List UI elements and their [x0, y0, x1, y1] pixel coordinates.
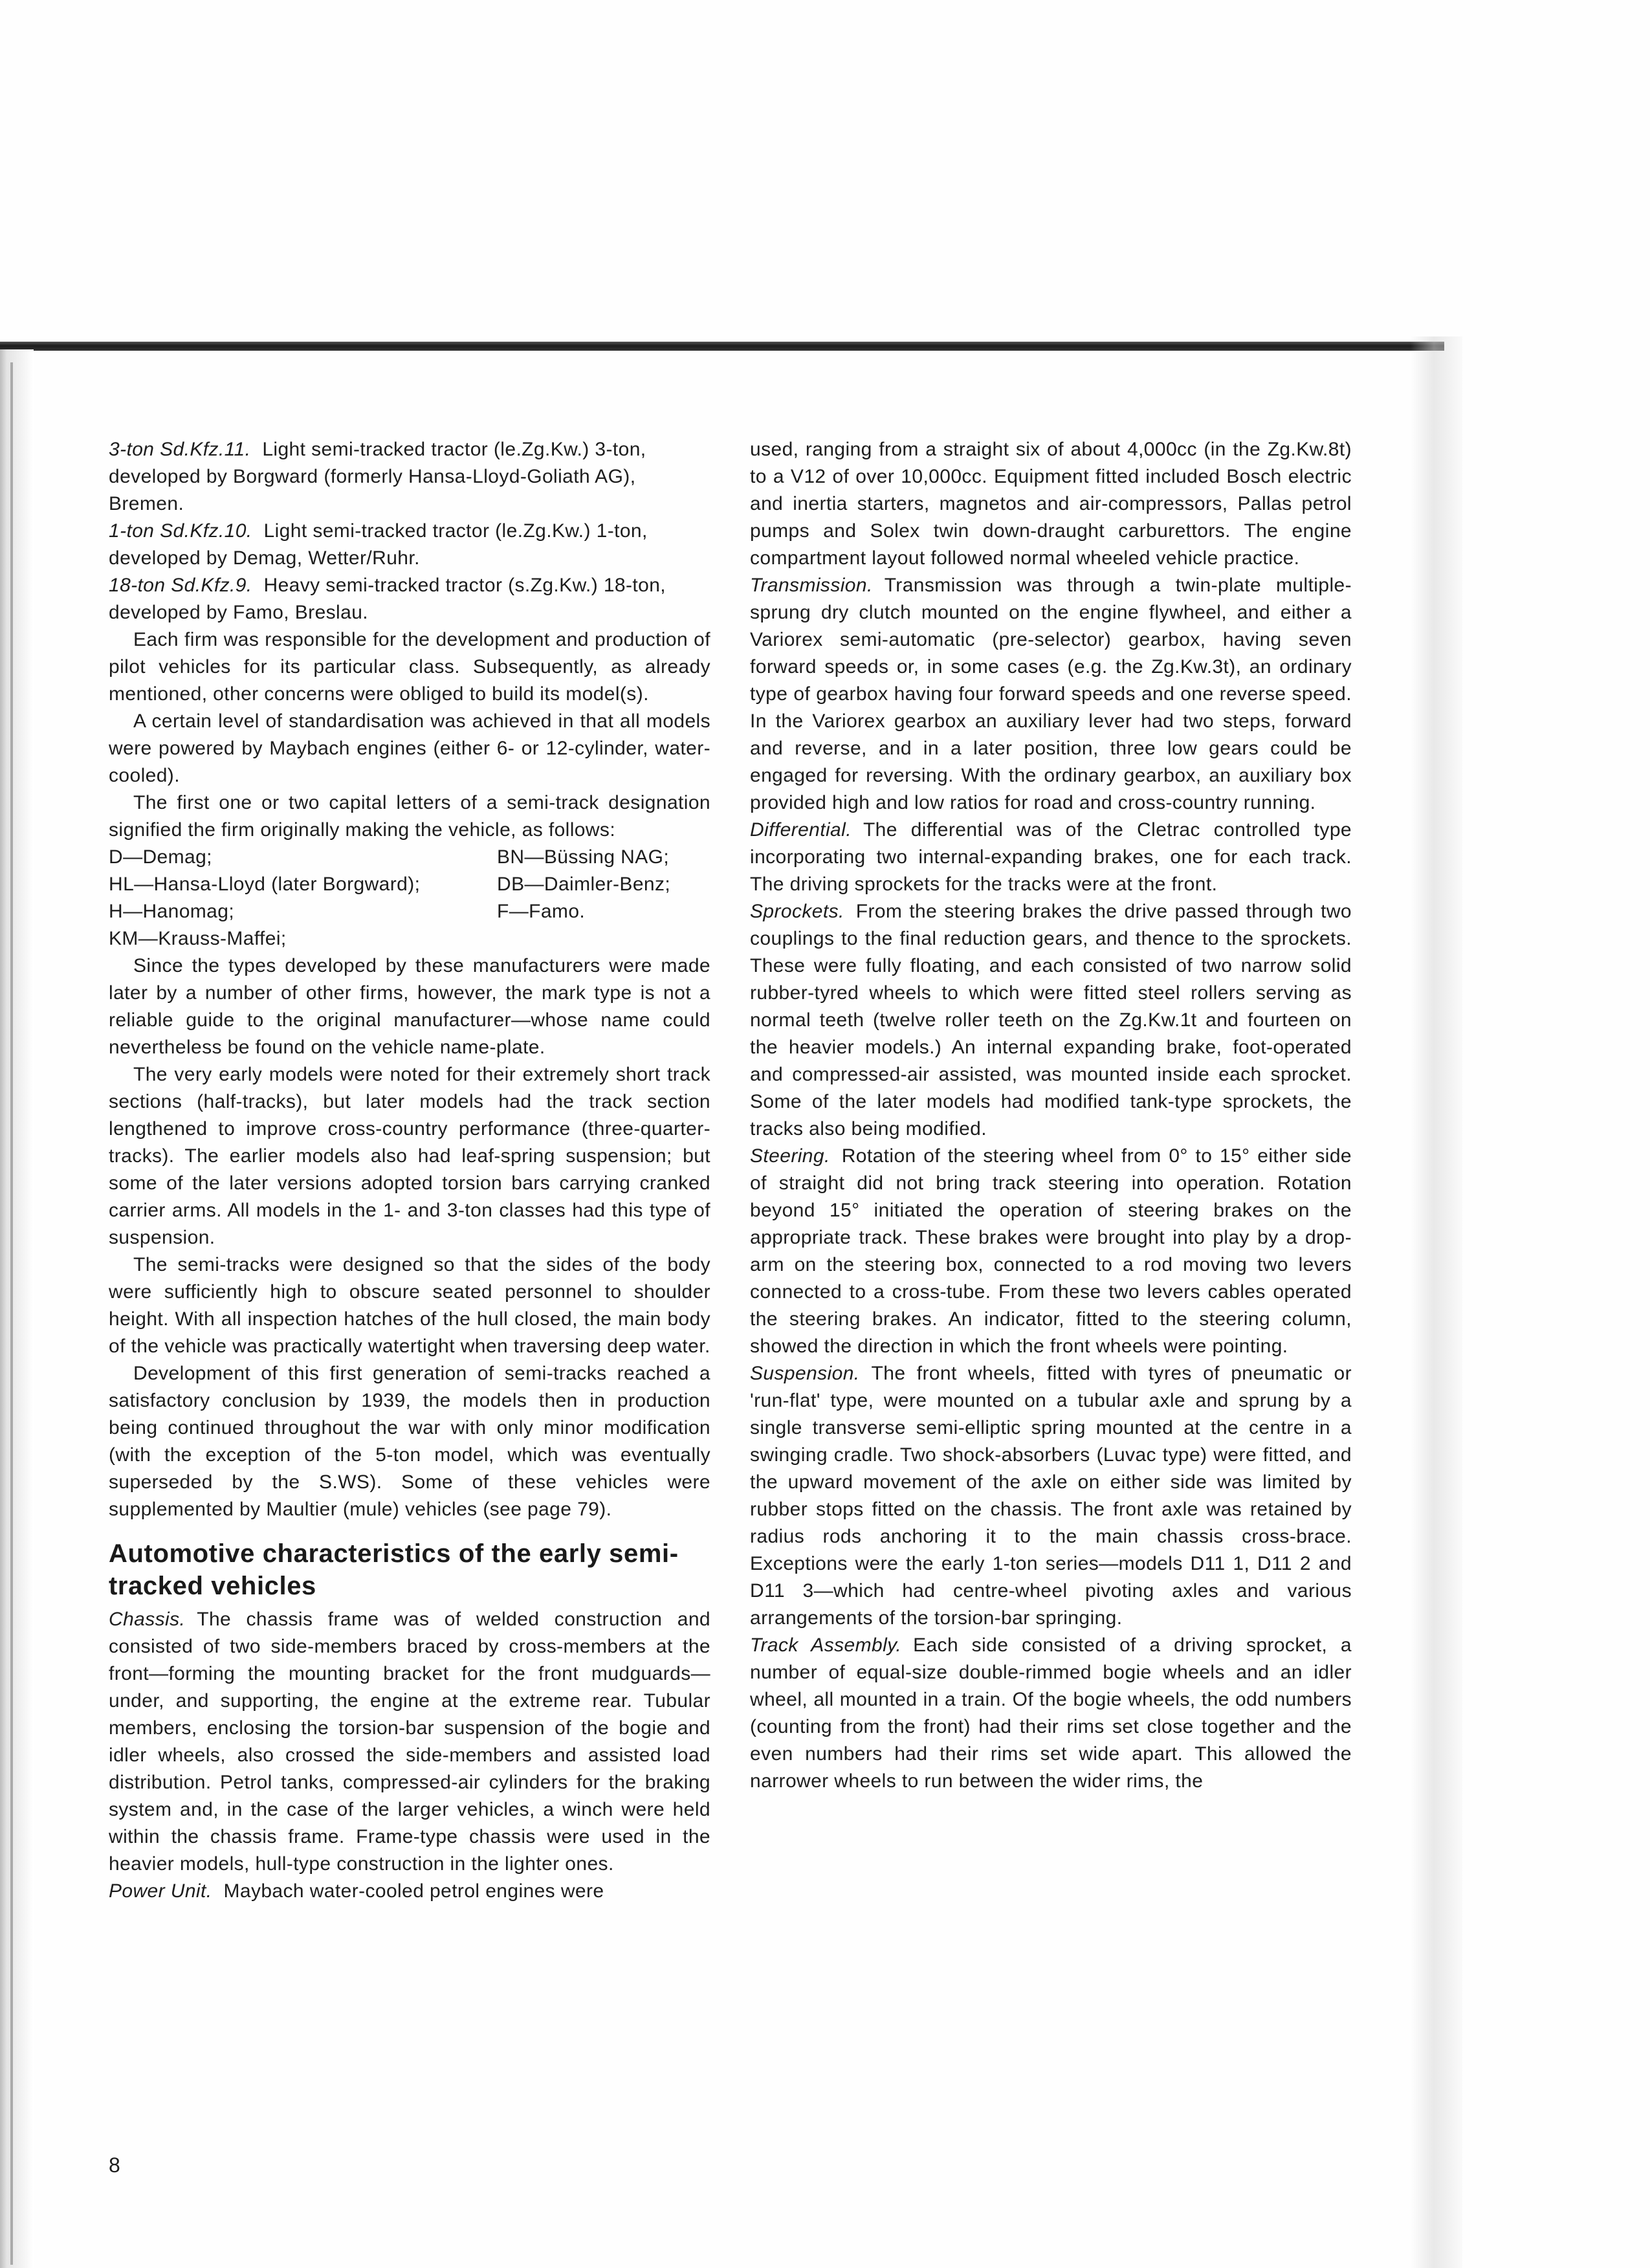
paragraph-steering [750, 1143, 1352, 1360]
entry-3-ton [109, 436, 710, 518]
manufacturer-code: KM—Krauss-Maffei; [109, 928, 287, 949]
manufacturer-row [109, 871, 710, 898]
left-column [109, 436, 710, 1905]
manufacturer-code: F—Famo. [497, 901, 586, 922]
suspension-text: The front wheels, fitted with tyres of pneumatic or 'run-flat' type, were mounted on a tubular axle and sprung by a single transverse semi-elliptic spring mounted at the centre in a swinging cradle. Two shock-absorbers (Luvac type) were fitted, and the upward movement of the axle on either side was limited by rubber stops fitted on the chassis. The front axle was retained by radius rods anchoring it to the main chassis cross-brace. Exceptions were the early 1-ton series—models D11 1, D11 2 and D11 3—which had centre-wheel pivoting axles and various arrangements of the torsion-bar springing. [750, 1363, 1352, 1629]
transmission-text: Transmission was through a twin-plate multiple-sprung dry clutch mounted on the engine flywheel, and either a Variorex semi-automatic (pre-selector) gearbox, having seven forward speeds or, in some cases (e.g. the Zg.Kw.3t), an ordinary type of gearbox having four forward speeds and one reverse speed. In the Variorex gearbox an auxiliary lever had two steps, forward and reverse, and in a later position, three low gears could be engaged for reversing. With the ordinary gearbox, an auxiliary box provided high and low ratios for road and cross-country running. [750, 575, 1352, 813]
manufacturer-code: BN—Büssing NAG; [497, 846, 670, 868]
suspension-label: Suspension. [750, 1363, 860, 1384]
binding-edge-line [10, 362, 13, 2265]
entry-model: 3-ton Sd.Kfz.11. [109, 439, 251, 460]
manufacturer-row [109, 925, 710, 952]
steering-label: Steering. [750, 1145, 830, 1167]
entry-text: Heavy semi-tracked tractor (s.Zg.Kw.) 18-ton, developed by Famo, Breslau. [109, 575, 666, 623]
paragraph-chassis [109, 1606, 710, 1878]
manufacturer-code: D—Demag; [109, 846, 212, 868]
power-unit-text: Maybach water-cooled petrol engines were [223, 1880, 604, 1902]
manufacturer-row [109, 844, 710, 871]
paragraph-transmission [750, 572, 1352, 817]
paragraph-power-unit [109, 1878, 710, 1905]
steering-text: Rotation of the steering wheel from 0° to 15° either side of straight did not bring track steering into operation. Rotation beyond 15° initiated the operation of steering brakes on the appropriate track. These brakes were brought into play by a drop-arm on the steering box, connected to a rod moving two levers connected to a cross-tube. From these two levers cables operated the steering brakes. An indicator, fitted to the steering column, showed the direction in which the front wheels were pointing. [750, 1145, 1352, 1357]
paragraph-capital-letters: The first one or two capital letters of a semi-track designation signified the firm originally making the vehicle, as follows: [109, 792, 710, 841]
paragraph-design: The semi-tracks were designed so that the sides of the body were sufficiently high to obscure seated personnel to shoulder height. With all inspection hatches of the hull closed, the main body of the vehicle was practically watertight when traversing deep water. [109, 1254, 710, 1357]
differential-label: Differential. [750, 819, 852, 841]
paragraph-development: Development of this first generation of semi-tracks reached a satisfactory conclusion by 1939, the models then in production being continued throughout the war with only minor modification (with the exception of the 5-ton model, which was eventually superseded by the S.WS). Some of these vehicles were supplemented by Maultier (mule) vehicles (see page 79). [109, 1363, 710, 1520]
manufacturer-code: H—Hanomag; [109, 901, 235, 922]
entry-model: 18-ton Sd.Kfz.9. [109, 575, 252, 596]
right-column [750, 436, 1352, 1795]
paragraph-sprockets [750, 898, 1352, 1143]
track-assembly-label: Track Assembly. [750, 1635, 902, 1656]
track-assembly-text: Each side consisted of a driving sprocket, a number of equal-size double-rimmed bogie wheels and an idler wheel, all mounted in a train. Of the bogie wheels, the odd numbers (counting from the front) had their rims set close together and the even numbers had their rims set wide apart. This allowed the narrower wheels to run between the wider rims, the [750, 1635, 1352, 1792]
sprockets-text: From the steering brakes the drive passed through two couplings to the final reduction gears, and thence to the sprockets. These were fully floating, and each consisted of two narrow solid rubber-tyred wheels to which were fitted steel rollers serving as normal teeth (twelve roller teeth on the Zg.Kw.1t and fourteen on the heavier models.) An internal expanding brake, foot-operated and compressed-air assisted, was mounted inside each sprocket. Some of the later models had modified tank-type sprockets, the tracks also being modified. [750, 901, 1352, 1140]
paragraph-standardisation: A certain level of standardisation was achieved in that all models were powered by Maybach engines (either 6- or 12-cylinder, water-cooled). [109, 710, 710, 786]
manufacturer-row [109, 898, 710, 925]
chassis-text: The chassis frame was of welded construction and consisted of two side-members braced by cross-members at the front—forming the mounting bracket for the front mudguards—under, and supporting, the engine at the extreme rear. Tubular members, enclosing the torsion-bar suspension of the bogie and idler wheels, also crossed the side-members and assisted load distribution. Petrol tanks, compressed-air cylinders for the braking system and, in the case of the larger vehicles, a winch were held within the chassis frame. Frame-type chassis were used in the heavier models, hull-type construction in the lighter ones. [109, 1609, 710, 1875]
paragraph-track-assembly [750, 1632, 1352, 1795]
differential-text: The differential was of the Cletrac controlled type incorporating two internal-expanding brakes, one for each track. The driving sprockets for the tracks were at the front. [750, 819, 1352, 895]
entry-1-ton [109, 518, 710, 572]
right-edge-shadow [1411, 336, 1462, 2268]
top-rule [0, 342, 1444, 351]
chassis-label: Chassis. [109, 1609, 186, 1630]
paragraph-early-models: The very early models were noted for their extremely short track sections (half-tracks), but later models had the track section lengthened to improve cross-country performance (three-quarter-tracks). The earlier models also had leaf-spring suspension; but some of the later versions adopted torsion bars carrying cranked carrier arms. All models in the 1- and 3-ton classes had this type of suspension. [109, 1064, 710, 1248]
entry-text: Light semi-tracked tractor (le.Zg.Kw.) 3-ton, developed by Borgward (formerly Hansa-Lloyd-Goliath AG), Bremen. [109, 439, 646, 514]
section-heading: Automotive characteristics of the early semi-tracked vehicles [109, 1539, 679, 1600]
power-unit-label: Power Unit. [109, 1880, 212, 1902]
binding-edge-shadow [0, 349, 34, 2268]
manufacturer-codes [109, 844, 710, 952]
sprockets-label: Sprockets. [750, 901, 844, 922]
entry-18-ton [109, 572, 710, 626]
transmission-label: Transmission. [750, 575, 873, 596]
page-number: 8 [109, 2153, 120, 2177]
paragraph-power-unit-continued: used, ranging from a straight six of about 4,000cc (in the Zg.Kw.8t) to a V12 of over 10,000cc. Equipment fitted included Bosch electric and inertia starters, magnetos and air-compressors, Pallas petrol pumps and Solex twin down-draught carburettors. The engine compartment layout followed normal wheeled vehicle practice. [750, 439, 1352, 569]
entry-text: Light semi-tracked tractor (le.Zg.Kw.) 1-ton, developed by Demag, Wetter/Ruhr. [109, 520, 648, 569]
entry-model: 1-ton Sd.Kfz.10. [109, 520, 252, 542]
manufacturer-code [497, 925, 710, 952]
paragraph-types: Since the types developed by these manufacturers were made later by a number of other firms, however, the mark type is not a reliable guide to the original manufacturer—whose name could nevertheless be found on the vehicle name-plate. [109, 955, 710, 1058]
manufacturer-code: HL—Hansa-Lloyd (later Borgward); [109, 874, 421, 895]
paragraph-suspension [750, 1360, 1352, 1632]
paragraph-firms: Each firm was responsible for the development and production of pilot vehicles for its particular class. Subsequently, as already mentioned, other concerns were obliged to build its model(s). [109, 629, 710, 705]
manufacturer-code: DB—Daimler-Benz; [497, 874, 671, 895]
paragraph-differential [750, 817, 1352, 898]
